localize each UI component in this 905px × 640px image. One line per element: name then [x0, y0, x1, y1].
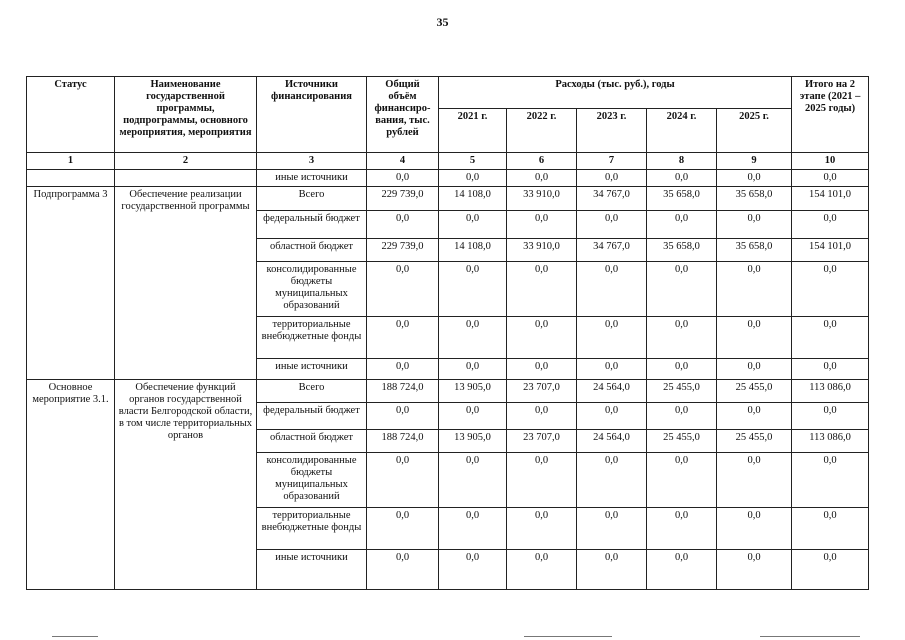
- scan-line-right: [760, 636, 860, 637]
- name-cell: [115, 170, 257, 187]
- status-cell: Основное мероприятие 3.1.: [27, 380, 115, 590]
- value-cell: 0,0: [507, 262, 577, 317]
- table-row: [27, 187, 869, 211]
- value-cell: 0,0: [439, 359, 507, 380]
- value-cell: 0,0: [439, 403, 507, 430]
- value-cell: 0,0: [367, 453, 439, 508]
- header-status: Статус: [27, 77, 115, 153]
- value-cell: 0,0: [577, 550, 647, 590]
- column-number: 7: [577, 153, 647, 170]
- value-cell: 188 724,0: [367, 430, 439, 453]
- value-cell: 0,0: [367, 317, 439, 359]
- value-cell: 25 455,0: [717, 430, 792, 453]
- source-cell: областной бюджет: [257, 430, 367, 453]
- source-cell: Всего: [257, 187, 367, 211]
- value-cell: 0,0: [647, 262, 717, 317]
- value-cell: 0,0: [717, 403, 792, 430]
- column-number: 5: [439, 153, 507, 170]
- source-cell: иные источники: [257, 550, 367, 590]
- value-cell: 0,0: [507, 170, 577, 187]
- value-cell: 0,0: [647, 317, 717, 359]
- value-cell: 0,0: [577, 508, 647, 550]
- value-cell: 0,0: [439, 262, 507, 317]
- value-cell: 188 724,0: [367, 380, 439, 403]
- value-cell: 0,0: [367, 262, 439, 317]
- value-cell: 33 910,0: [507, 187, 577, 211]
- value-cell: 0,0: [507, 211, 577, 239]
- value-cell: 0,0: [367, 359, 439, 380]
- value-cell: 25 455,0: [647, 380, 717, 403]
- value-cell: 13 905,0: [439, 430, 507, 453]
- value-cell: 0,0: [367, 403, 439, 430]
- value-cell: 13 905,0: [439, 380, 507, 403]
- value-cell: 24 564,0: [577, 380, 647, 403]
- value-cell: 0,0: [792, 211, 869, 239]
- header-expenses: Расходы (тыс. руб.), годы: [439, 77, 792, 109]
- value-cell: 0,0: [507, 550, 577, 590]
- value-cell: 0,0: [439, 211, 507, 239]
- value-cell: 0,0: [647, 550, 717, 590]
- value-cell: 0,0: [577, 262, 647, 317]
- value-cell: 35 658,0: [717, 187, 792, 211]
- source-cell: федеральный бюджет: [257, 403, 367, 430]
- value-cell: 0,0: [717, 508, 792, 550]
- value-cell: 154 101,0: [792, 187, 869, 211]
- value-cell: 0,0: [647, 403, 717, 430]
- source-cell: территориальные внебюджетные фонды: [257, 317, 367, 359]
- value-cell: 0,0: [577, 170, 647, 187]
- column-number: 6: [507, 153, 577, 170]
- source-cell: Всего: [257, 380, 367, 403]
- value-cell: 23 707,0: [507, 380, 577, 403]
- source-cell: областной бюджет: [257, 239, 367, 262]
- value-cell: 35 658,0: [717, 239, 792, 262]
- value-cell: 0,0: [439, 508, 507, 550]
- header-year: 2024 г.: [647, 109, 717, 153]
- name-cell: Обеспечение функций органов государственной власти Белгородской области, в том числе территориальных органов: [115, 380, 257, 590]
- page-number: 35: [436, 15, 449, 29]
- scan-line-left: [52, 636, 98, 637]
- value-cell: 0,0: [507, 453, 577, 508]
- value-cell: 0,0: [507, 508, 577, 550]
- status-cell: Подпрограмма 3: [27, 187, 115, 380]
- name-cell: Обеспечение реализации государственной программы: [115, 187, 257, 380]
- value-cell: 0,0: [792, 403, 869, 430]
- header-year: 2022 г.: [507, 109, 577, 153]
- source-cell: консолидированные бюджеты муниципальных образований: [257, 453, 367, 508]
- value-cell: 0,0: [577, 317, 647, 359]
- value-cell: 0,0: [439, 317, 507, 359]
- value-cell: 0,0: [647, 508, 717, 550]
- value-cell: 0,0: [717, 359, 792, 380]
- scan-line-middle: [524, 636, 612, 637]
- column-number: 4: [367, 153, 439, 170]
- value-cell: 0,0: [792, 170, 869, 187]
- column-number: 9: [717, 153, 792, 170]
- value-cell: 0,0: [717, 262, 792, 317]
- value-cell: 14 108,0: [439, 239, 507, 262]
- header-year: 2021 г.: [439, 109, 507, 153]
- value-cell: 0,0: [647, 359, 717, 380]
- value-cell: 0,0: [367, 170, 439, 187]
- value-cell: 0,0: [717, 211, 792, 239]
- value-cell: 0,0: [792, 453, 869, 508]
- value-cell: 0,0: [507, 403, 577, 430]
- budget-table: [26, 76, 869, 590]
- header-sources: Источники финансирования: [257, 77, 367, 153]
- value-cell: 0,0: [507, 359, 577, 380]
- value-cell: 0,0: [577, 359, 647, 380]
- value-cell: 0,0: [717, 453, 792, 508]
- value-cell: 0,0: [792, 262, 869, 317]
- source-cell: консолидированные бюджеты муниципальных образований: [257, 262, 367, 317]
- value-cell: 14 108,0: [439, 187, 507, 211]
- value-cell: 23 707,0: [507, 430, 577, 453]
- value-cell: 24 564,0: [577, 430, 647, 453]
- value-cell: 0,0: [792, 550, 869, 590]
- column-number: 2: [115, 153, 257, 170]
- header-year: 2023 г.: [577, 109, 647, 153]
- value-cell: 34 767,0: [577, 239, 647, 262]
- column-number: 10: [792, 153, 869, 170]
- value-cell: 154 101,0: [792, 239, 869, 262]
- value-cell: 0,0: [439, 170, 507, 187]
- value-cell: 113 086,0: [792, 430, 869, 453]
- header-total-volume: Общий объём финансиро-вания, тыс. рублей: [367, 77, 439, 153]
- value-cell: 0,0: [439, 453, 507, 508]
- value-cell: 0,0: [577, 211, 647, 239]
- value-cell: 0,0: [577, 403, 647, 430]
- value-cell: 35 658,0: [647, 187, 717, 211]
- value-cell: 0,0: [647, 453, 717, 508]
- value-cell: 0,0: [717, 170, 792, 187]
- value-cell: 0,0: [439, 550, 507, 590]
- value-cell: 35 658,0: [647, 239, 717, 262]
- header-year: 2025 г.: [717, 109, 792, 153]
- value-cell: 0,0: [367, 508, 439, 550]
- source-cell: иные источники: [257, 170, 367, 187]
- value-cell: 0,0: [717, 550, 792, 590]
- value-cell: 25 455,0: [717, 380, 792, 403]
- header-name: Наименование государственной программы, подпрограммы, основного мероприятия, мероприятия: [115, 77, 257, 153]
- column-numbers-row: [27, 153, 869, 170]
- value-cell: 0,0: [792, 317, 869, 359]
- column-number: 3: [257, 153, 367, 170]
- value-cell: 0,0: [647, 170, 717, 187]
- source-cell: иные источники: [257, 359, 367, 380]
- value-cell: 229 739,0: [367, 187, 439, 211]
- table-row: [27, 380, 869, 403]
- value-cell: 0,0: [367, 211, 439, 239]
- value-cell: 25 455,0: [647, 430, 717, 453]
- source-cell: федеральный бюджет: [257, 211, 367, 239]
- value-cell: 0,0: [792, 359, 869, 380]
- column-number: 1: [27, 153, 115, 170]
- value-cell: 0,0: [577, 453, 647, 508]
- value-cell: 0,0: [367, 550, 439, 590]
- value-cell: 113 086,0: [792, 380, 869, 403]
- source-cell: территориальные внебюджетные фонды: [257, 508, 367, 550]
- value-cell: 33 910,0: [507, 239, 577, 262]
- value-cell: 0,0: [647, 211, 717, 239]
- value-cell: 0,0: [717, 317, 792, 359]
- value-cell: 0,0: [507, 317, 577, 359]
- header-stage-total: Итого на 2 этапе (2021 – 2025 годы): [792, 77, 869, 153]
- column-number: 8: [647, 153, 717, 170]
- table-row: [27, 170, 869, 187]
- value-cell: 229 739,0: [367, 239, 439, 262]
- value-cell: 34 767,0: [577, 187, 647, 211]
- status-cell: [27, 170, 115, 187]
- value-cell: 0,0: [792, 508, 869, 550]
